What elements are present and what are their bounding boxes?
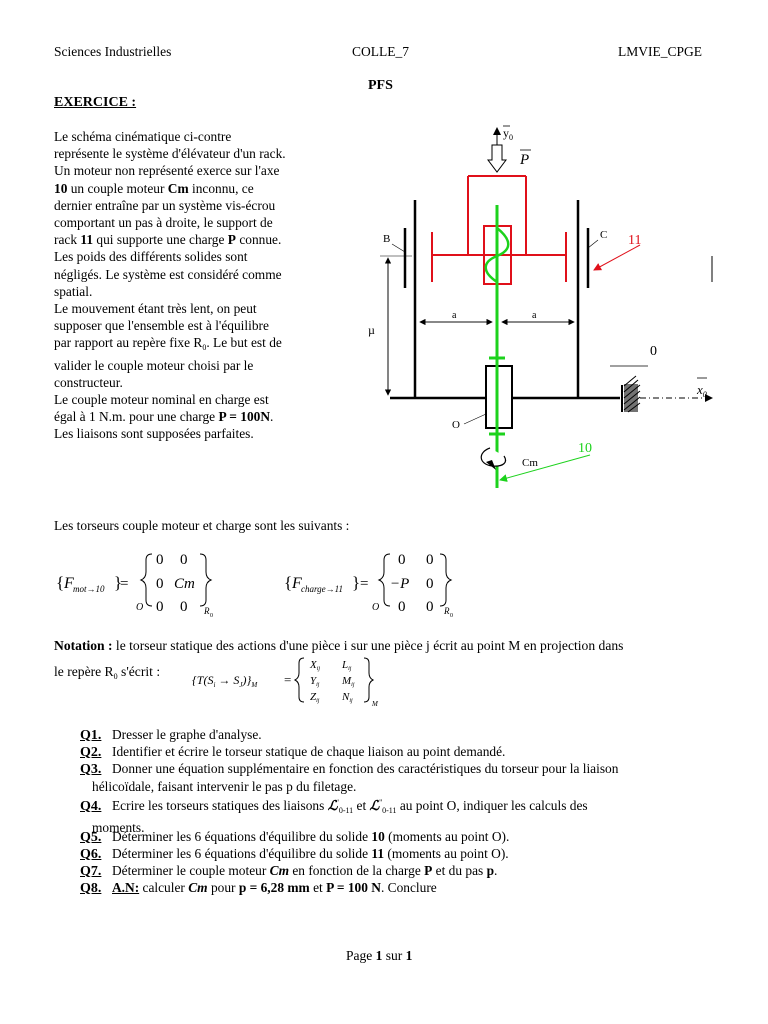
- intro-line: Les poids des différents solides sont: [54, 249, 248, 265]
- svg-text:0: 0: [156, 552, 164, 568]
- label-11: 11: [628, 233, 642, 248]
- intro-line: supposer que l'ensemble est à l'équilibre: [54, 318, 269, 334]
- intro-line: Un moteur non représenté exerce sur l'axe: [54, 163, 280, 179]
- svg-text:0: 0: [426, 576, 434, 592]
- question-5: Q5. Déterminer les 6 équations d'équilibre du solide 10 (moments au point O).: [80, 829, 510, 845]
- svg-text:Xij: Xij: [310, 659, 321, 672]
- svg-text:F: F: [292, 575, 302, 592]
- kinematic-diagram: [340, 118, 740, 498]
- intro-line: représente le système d'élévateur d'un rack.: [54, 146, 286, 162]
- notation-line: [54, 638, 734, 654]
- svg-text:{: {: [56, 573, 65, 592]
- svg-text:0: 0: [180, 552, 188, 568]
- svg-text:=: =: [284, 672, 292, 687]
- svg-text:{T(Si → SJ)}M: $\{T(S_i \to S_J)\}_M$: [192, 673, 258, 689]
- svg-text:{: {: [284, 573, 293, 592]
- intro-line: Le schéma cinématique ci-contre: [54, 129, 232, 144]
- intro-line: négligés. Le système est considéré comme: [54, 266, 282, 282]
- svg-text:}: }: [352, 573, 361, 592]
- svg-text:mot→10: mot→10: [73, 584, 105, 594]
- question-8: Q8. A.N: calculer Cm pour p = 6,28 mm et P = 100 N. Conclure: [80, 880, 437, 896]
- svg-text:R: R: [444, 606, 450, 616]
- torque-arrow: [481, 448, 505, 466]
- section-title: PFS: [368, 78, 393, 93]
- svg-text:=: =: [360, 576, 369, 592]
- svg-text:Lij: Lij: [342, 659, 352, 672]
- intro-line: spatial.: [54, 283, 93, 299]
- intro-line: Le mouvement étant très lent, on peut: [54, 301, 257, 317]
- intro-line: Les liaisons sont supposées parfaites.: [54, 426, 254, 442]
- dim-mu: µ: [368, 323, 375, 337]
- svg-text:charge→11: charge→11: [301, 584, 343, 594]
- intro-text: [54, 128, 344, 443]
- label-0: 0: [650, 344, 657, 359]
- torseur-charge: [284, 552, 453, 619]
- question-3: Q3. Donner une équation supplémentaire en fonction des caractéristiques du torseur pour la liaison hélicoïdale, faisant intervenir le pas p du filetage.: [80, 761, 619, 794]
- question-4: Q4. Ecrire les torseurs statiques des liaisons ℒ'$_{0-11}$ et ℒ''$_{0-11}$ au point O, indiquer les calculs des moments.: [80, 798, 588, 835]
- intro-line: égal à 1 N.m. pour une charge P = 100N.: [54, 409, 274, 425]
- svg-text:0: 0: [426, 552, 434, 568]
- svg-text:0: 0: [156, 576, 164, 592]
- dim-a-left: a: [452, 310, 457, 321]
- notation-line-2: le repère $R_0$ s'écrit :: [54, 664, 161, 681]
- svg-text:Yij: Yij: [310, 675, 320, 688]
- svg-text:−P: −P: [390, 576, 410, 592]
- notation-formula: [192, 654, 392, 710]
- header-center: COLLE_7: [352, 44, 409, 59]
- bearing-O: [486, 366, 512, 428]
- exercise-title: EXERCICE :: [54, 95, 137, 110]
- intro-line: par rapport au repère fixe $R_0$. Le but est de: [54, 335, 282, 353]
- svg-text:Zij: Zij: [310, 691, 320, 704]
- notation-text: le torseur statique des actions d'une pièce i sur une pièce j écrit au point M en projection dans: [112, 638, 624, 653]
- svg-text:Nij: Nij: [342, 691, 353, 704]
- y-axis-label: $y_0$: [503, 126, 513, 142]
- svg-text:Cm: Cm: [174, 576, 195, 592]
- intro-line: comportant un pas à droite, le support de: [54, 215, 273, 231]
- question-1: Q1. Dresser le graphe d'analyse.: [80, 727, 262, 743]
- label-11-pointer: [594, 245, 640, 270]
- svg-text:0: 0: [180, 599, 188, 615]
- point-B-label: B: [383, 233, 391, 245]
- intro-line: valider le couple moteur choisi par le: [54, 357, 254, 373]
- svg-text:0: 0: [210, 613, 213, 619]
- label-10: 10: [578, 441, 592, 456]
- question-7: Q7. Déterminer le couple moteur Cm en fonction de la charge P et du pas p.: [80, 863, 498, 879]
- torseurs-intro: Les torseurs couple moteur et charge sont les suivants :: [54, 518, 350, 533]
- torseur-equations: [54, 548, 474, 622]
- svg-text:R: R: [204, 606, 210, 616]
- torseur-motor: [56, 552, 213, 619]
- svg-text:M: M: [372, 700, 378, 708]
- intro-line: constructeur.: [54, 374, 123, 390]
- header-left: Sciences Industrielles: [54, 44, 172, 59]
- point-O-label: O: [452, 419, 460, 431]
- svg-text:O: O: [372, 602, 380, 613]
- svg-text:=: =: [120, 576, 129, 592]
- svg-text:Mij: Mij: [342, 675, 355, 688]
- notation-label: Notation :: [54, 638, 113, 653]
- svg-text:0: 0: [398, 552, 406, 568]
- svg-text:0: 0: [426, 599, 434, 615]
- x-axis-label: $x_0$: [697, 382, 707, 399]
- svg-text:}: }: [114, 573, 123, 592]
- intro-line: 10 un couple moteur Cm inconnu, ce: [54, 180, 254, 196]
- page-footer: Page 1 sur 1: [346, 948, 413, 963]
- header-right: LMVIE_CPGE: [618, 44, 702, 59]
- torque-label: Cm: [522, 457, 538, 469]
- svg-text:F: F: [64, 575, 74, 592]
- svg-text:0: 0: [450, 613, 453, 619]
- load-arrow: [488, 145, 506, 172]
- dim-a-right: a: [532, 310, 537, 321]
- point-C-label: C: [600, 229, 608, 241]
- intro-line: dernier entraîne par un système vis-écrou: [54, 197, 276, 213]
- svg-text:0: 0: [398, 599, 406, 615]
- svg-text:0: 0: [156, 599, 164, 615]
- intro-line: Le couple moteur nominal en charge est: [54, 392, 269, 408]
- label-10-pointer: [500, 455, 590, 480]
- screw-shaft: [489, 205, 505, 488]
- svg-text:O: O: [136, 602, 144, 613]
- question-2: Q2. Identifier et écrire le torseur statique de chaque liaison au point demandé.: [80, 744, 506, 760]
- intro-line: rack 11 qui supporte une charge P connue.: [54, 232, 282, 248]
- question-6: Q6. Déterminer les 6 équations d'équilibre du solide 11 (moments au point O).: [80, 846, 509, 862]
- load-label: P: [520, 152, 530, 168]
